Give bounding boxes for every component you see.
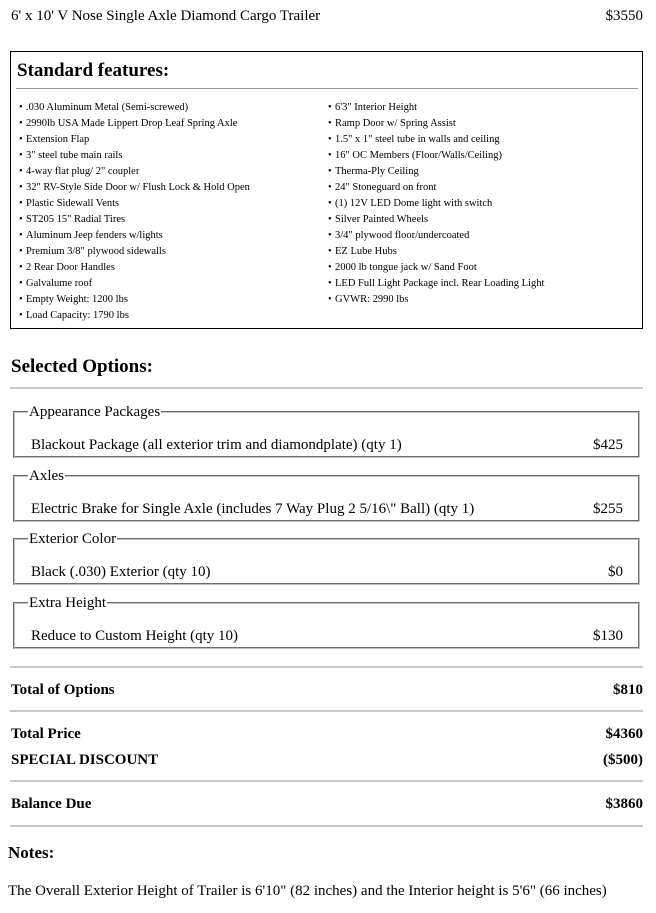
feature-text: 32" RV-Style Side Door w/ Flush Lock & Hold Open	[26, 182, 250, 193]
total-price-value: $4360	[605, 726, 643, 742]
bullet-icon: •	[19, 214, 23, 225]
feature-text: 1.5" x 1" steel tube in walls and ceiling	[335, 134, 500, 145]
bullet-icon: •	[19, 278, 23, 289]
feature-item	[19, 276, 250, 292]
product-name: 6' x 10' V Nose Single Axle Diamond Cargo Trailer	[11, 8, 321, 24]
option-price: $425	[593, 437, 623, 453]
feature-text: Plastic Sidewall Vents	[26, 198, 120, 209]
feature-item	[19, 148, 250, 164]
feature-text: Silver Painted Wheels	[335, 214, 429, 225]
special-discount-row	[11, 751, 643, 769]
feature-item	[328, 260, 544, 276]
total-price-row	[11, 725, 643, 743]
feature-text: Galvalume roof	[26, 278, 93, 289]
feature-text: Therma-Ply Ceiling	[335, 166, 419, 177]
option-group-legend: Appearance Packages	[29, 404, 161, 420]
option-group-legend: Exterior Color	[29, 531, 117, 547]
feature-text: 4-way flat plug/ 2" coupler	[26, 166, 140, 177]
option-group-exterior-color	[13, 532, 640, 585]
total-price-label: Total Price	[11, 726, 81, 742]
feature-text: 3" steel tube main rails	[26, 150, 123, 161]
option-price: $0	[608, 564, 623, 580]
feature-text: (1) 12V LED Dome light with switch	[335, 198, 493, 209]
bullet-icon: •	[328, 262, 332, 273]
total-of-options-row	[11, 681, 643, 699]
feature-item	[19, 308, 250, 324]
product-price: $3550	[605, 8, 643, 24]
feature-text: EZ Lube Hubs	[335, 246, 397, 257]
divider	[10, 387, 643, 389]
feature-item	[19, 260, 250, 276]
bullet-icon: •	[19, 102, 23, 113]
option-group-extra-height	[13, 596, 640, 649]
option-row	[31, 627, 623, 645]
option-group-legend: Extra Height	[29, 595, 107, 611]
feature-item	[328, 116, 544, 132]
option-group-appearance-packages	[13, 405, 640, 458]
divider	[16, 88, 638, 89]
feature-text: 16" OC Members (Floor/Walls/Ceiling)	[335, 150, 503, 161]
feature-text: 2990lb USA Made Lippert Drop Leaf Spring Axle	[26, 118, 238, 129]
feature-text: GVWR: 2990 lbs	[335, 294, 409, 305]
bullet-icon: •	[19, 182, 23, 193]
bullet-icon: •	[328, 246, 332, 257]
balance-due-row	[11, 795, 643, 813]
feature-item	[19, 116, 250, 132]
bullet-icon: •	[19, 166, 23, 177]
feature-text: Premium 3/8" plywood sidewalls	[26, 246, 166, 257]
feature-item	[328, 148, 544, 164]
bullet-icon: •	[19, 230, 23, 241]
bullet-icon: •	[19, 118, 23, 129]
bullet-icon: •	[328, 150, 332, 161]
option-item: Blackout Package (all exterior trim and diamondplate) (qty 1)	[31, 437, 402, 453]
balance-due-label: Balance Due	[11, 796, 92, 812]
option-item: Electric Brake for Single Axle (includes 7 Way Plug 2 5/16\" Ball) (qty 1)	[31, 501, 475, 517]
bullet-icon: •	[19, 198, 23, 209]
balance-due-value: $3860	[605, 796, 643, 812]
bullet-icon: •	[19, 150, 23, 161]
feature-item	[328, 100, 544, 116]
feature-item	[19, 180, 250, 196]
bullet-icon: •	[19, 294, 23, 305]
feature-item	[328, 164, 544, 180]
selected-options-title: Selected Options:	[11, 356, 153, 377]
feature-item	[328, 276, 544, 292]
feature-text: 6'3" Interior Height	[335, 102, 417, 113]
notes-title: Notes:	[8, 843, 55, 862]
bullet-icon: •	[328, 214, 332, 225]
bullet-icon: •	[19, 134, 23, 145]
divider	[10, 666, 643, 668]
feature-text: Empty Weight: 1200 lbs	[26, 294, 128, 305]
total-of-options-label: Total of Options	[11, 682, 115, 698]
divider	[10, 780, 643, 782]
feature-item	[19, 212, 250, 228]
bullet-icon: •	[328, 294, 332, 305]
option-price: $130	[593, 628, 623, 644]
feature-item	[19, 100, 250, 116]
option-group-legend: Axles	[29, 468, 64, 484]
standard-features-title: Standard features:	[17, 60, 170, 81]
feature-text: LED Full Light Package incl. Rear Loading Light	[335, 278, 545, 289]
option-row	[31, 563, 623, 581]
bullet-icon: •	[328, 198, 332, 209]
feature-text: Load Capacity: 1790 lbs	[26, 310, 129, 321]
feature-item	[19, 228, 250, 244]
feature-item	[328, 180, 544, 196]
option-row	[31, 500, 623, 518]
feature-item	[328, 196, 544, 212]
feature-text: 2 Rear Door Handles	[26, 262, 115, 273]
special-discount-value: ($500)	[603, 752, 643, 768]
total-of-options-value: $810	[613, 682, 643, 698]
bullet-icon: •	[19, 262, 23, 273]
option-item: Reduce to Custom Height (qty 10)	[31, 628, 239, 644]
option-group-axles	[13, 469, 640, 522]
bullet-icon: •	[328, 134, 332, 145]
feature-text: 2000 lb tongue jack w/ Sand Foot	[335, 262, 477, 273]
divider	[10, 825, 643, 827]
product-row	[11, 7, 643, 25]
standard-features-box	[10, 51, 643, 329]
bullet-icon: •	[328, 118, 332, 129]
bullet-icon: •	[328, 102, 332, 113]
features-list-right	[328, 100, 544, 308]
feature-text: Extension Flap	[26, 134, 90, 145]
option-price: $255	[593, 501, 623, 517]
bullet-icon: •	[19, 246, 23, 257]
bullet-icon: •	[328, 278, 332, 289]
feature-item	[19, 132, 250, 148]
bullet-icon: •	[328, 166, 332, 177]
feature-item	[328, 292, 544, 308]
feature-text: 24" Stoneguard on front	[335, 182, 437, 193]
feature-text: Aluminum Jeep fenders w/lights	[26, 230, 163, 241]
feature-item	[328, 228, 544, 244]
feature-item	[328, 244, 544, 260]
option-row	[31, 436, 623, 454]
feature-text: ST205 15" Radial Tires	[26, 214, 126, 225]
divider	[10, 710, 643, 712]
features-list-left	[19, 100, 250, 324]
feature-item	[19, 244, 250, 260]
feature-item	[328, 212, 544, 228]
feature-text: Ramp Door w/ Spring Assist	[335, 118, 456, 129]
feature-item	[19, 164, 250, 180]
feature-item	[19, 292, 250, 308]
feature-item	[19, 196, 250, 212]
bullet-icon: •	[328, 230, 332, 241]
feature-text: 3/4" plywood floor/undercoated	[335, 230, 470, 241]
option-item: Black (.030) Exterior (qty 10)	[31, 564, 211, 580]
notes-text: The Overall Exterior Height of Trailer is 6'10" (82 inches) and the Interior height is 5'6" (66 inches)	[8, 883, 607, 899]
feature-text: .030 Aluminum Metal (Semi-screwed)	[26, 102, 189, 113]
bullet-icon: •	[328, 182, 332, 193]
special-discount-label: SPECIAL DISCOUNT	[11, 752, 159, 768]
feature-item	[328, 132, 544, 148]
bullet-icon: •	[19, 310, 23, 321]
